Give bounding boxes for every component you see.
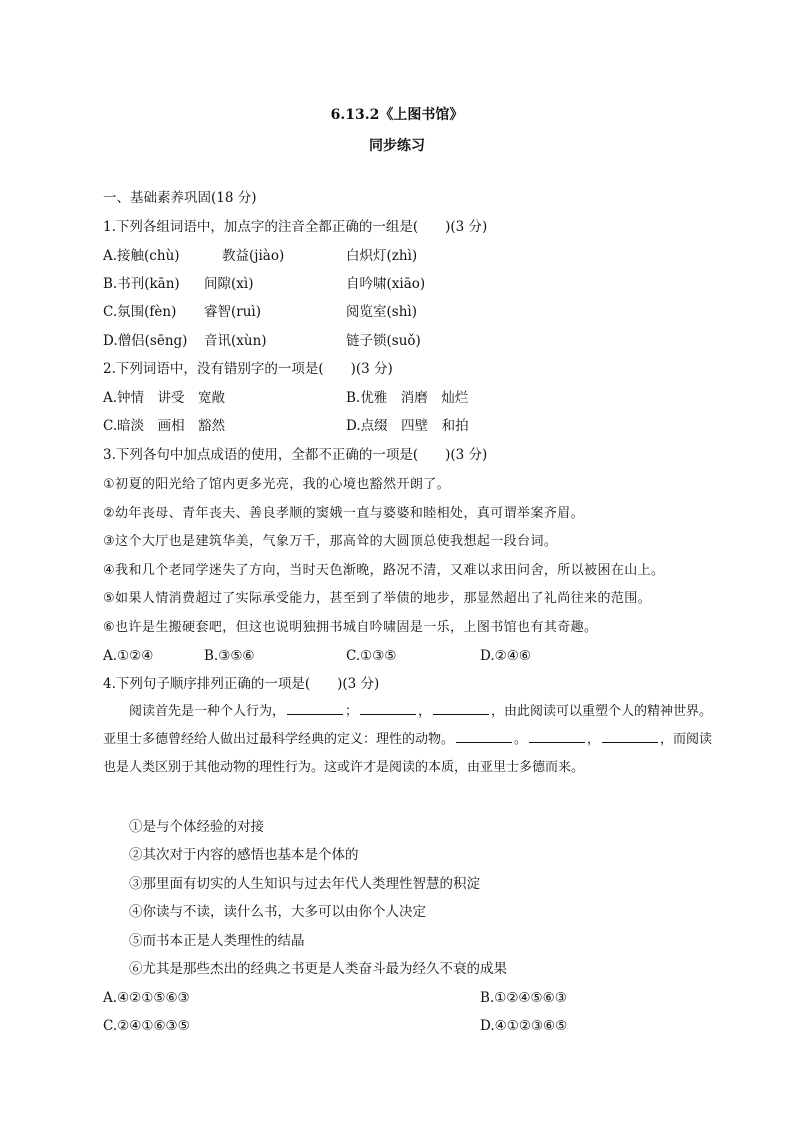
q1-option-b-2: 间隙(xì): [204, 276, 254, 292]
q2-option-c: C.暗淡 画相 豁然: [103, 418, 226, 434]
q4-passage: 阅读首先是一种个人行为， ； ， ，由此阅读可以重塑个人的精神世界。亚里士多德曾经给人做出过最科学经典的定义：理性的动物。 。 ， ，而阅读也是人类区别于其他动物的理性行为。这或许才是阅读的本质，由亚里士多德而来。: [103, 704, 713, 775]
q4-sentence: ③那里面有切实的人生知识与过去年代人类理性智慧的积淀: [129, 876, 480, 892]
q2-stem: 2.下列词语中，没有错别字的一项是( )(3 分): [103, 361, 393, 377]
q3-sentence: ⑤如果人情消费超过了实际承受能力，甚至到了举债的地步，那显然超出了礼尚往来的范围。: [103, 591, 652, 606]
q4-option-a: A.④②①⑤⑥③: [103, 990, 190, 1006]
q4-stem: 4.下列句子顺序排列正确的一项是( )(3 分): [103, 676, 380, 692]
q1-option-c-3: 阅览室(shì): [346, 304, 417, 320]
q1-stem: 1.下列各组词语中，加点字的注音全都正确的一组是( )(3 分): [103, 219, 488, 235]
blank[interactable]: [529, 730, 585, 743]
q3-sentence: ⑥也许是生搬硬套吧，但这也说明独拥书城自吟啸固是一乐，上图书馆也有其奇趣。: [103, 620, 598, 635]
q1-option-a-1: A.接触(chù): [103, 248, 180, 264]
blank[interactable]: [456, 730, 512, 743]
q4-sentence: ②其次对于内容的感悟也基本是个体的: [129, 847, 359, 863]
q4-sentence: ④你读与不读，读什么书，大多可以由你个人决定: [129, 904, 426, 920]
blank[interactable]: [433, 702, 489, 715]
q2-option-b: B.优雅 消磨 灿烂: [346, 390, 469, 406]
q1-option-c-1: C.氛围(fèn): [103, 304, 177, 320]
blank[interactable]: [287, 702, 343, 715]
q3-option-b: B.③⑤⑥: [204, 648, 255, 664]
q1-option-d-1: D.僧侣(sēng): [103, 333, 188, 349]
q3-sentence: ③这个大厅也是建筑华美，气象万千，那高耸的大圆顶总使我想起一段台词。: [103, 534, 558, 549]
q1-option-b-1: B.书刊(kān): [103, 276, 180, 292]
page-title: 6.13.2《上图书馆》: [330, 107, 464, 123]
q1-option-a-2: 教益(jiào): [222, 248, 285, 264]
q3-sentence: ②幼年丧母、青年丧夫、善良孝顺的窦娥一直与婆婆和睦相处，真可谓举案齐眉。: [103, 506, 585, 521]
q4-sentence: ⑥尤其是那些杰出的经典之书更是人类奋斗最为经久不衰的成果: [129, 961, 507, 977]
q4-sentence: ①是与个体经验的对接: [129, 819, 264, 835]
q4-sentence: ⑤而书本正是人类理性的结晶: [129, 933, 305, 949]
q3-option-a: A.①②④: [103, 648, 154, 664]
q1-option-a-3: 白炽灯(zhì): [346, 248, 418, 264]
q4-option-c: C.②④①⑥③⑤: [103, 1018, 190, 1034]
q3-sentence: ④我和几个老同学迷失了方向，当时天色渐晚，路况不清，又难以求田问舍，所以被困在山上。: [103, 563, 665, 578]
section-heading: 一、基础素养巩固(18 分): [103, 190, 257, 206]
blank[interactable]: [602, 730, 658, 743]
q1-option-d-2: 音讯(xùn): [204, 333, 267, 349]
q1-option-b-3: 自吟啸(xiāo): [346, 276, 426, 292]
q1-option-c-2: 睿智(ruì): [204, 304, 261, 320]
page-subtitle: 同步练习: [369, 138, 425, 154]
q3-sentence: ①初夏的阳光给了馆内更多光亮，我的心境也豁然开朗了。: [103, 477, 451, 492]
q4-option-b: B.①②④⑤⑥③: [480, 990, 567, 1006]
blank[interactable]: [360, 702, 416, 715]
q3-stem: 3.下列各句中加点成语的使用，全都不正确的一项是( )(3 分): [103, 447, 488, 463]
q1-option-d-3: 链子锁(suǒ): [346, 333, 421, 349]
q4-option-d: D.④①②③⑥⑤: [480, 1018, 568, 1034]
q3-option-c: C.①③⑤: [346, 648, 397, 664]
q2-option-a: A.钟情 讲受 宽敞: [103, 390, 226, 406]
q3-option-d: D.②④⑥: [480, 648, 531, 664]
q2-option-d: D.点缀 四壁 和拍: [346, 418, 469, 434]
